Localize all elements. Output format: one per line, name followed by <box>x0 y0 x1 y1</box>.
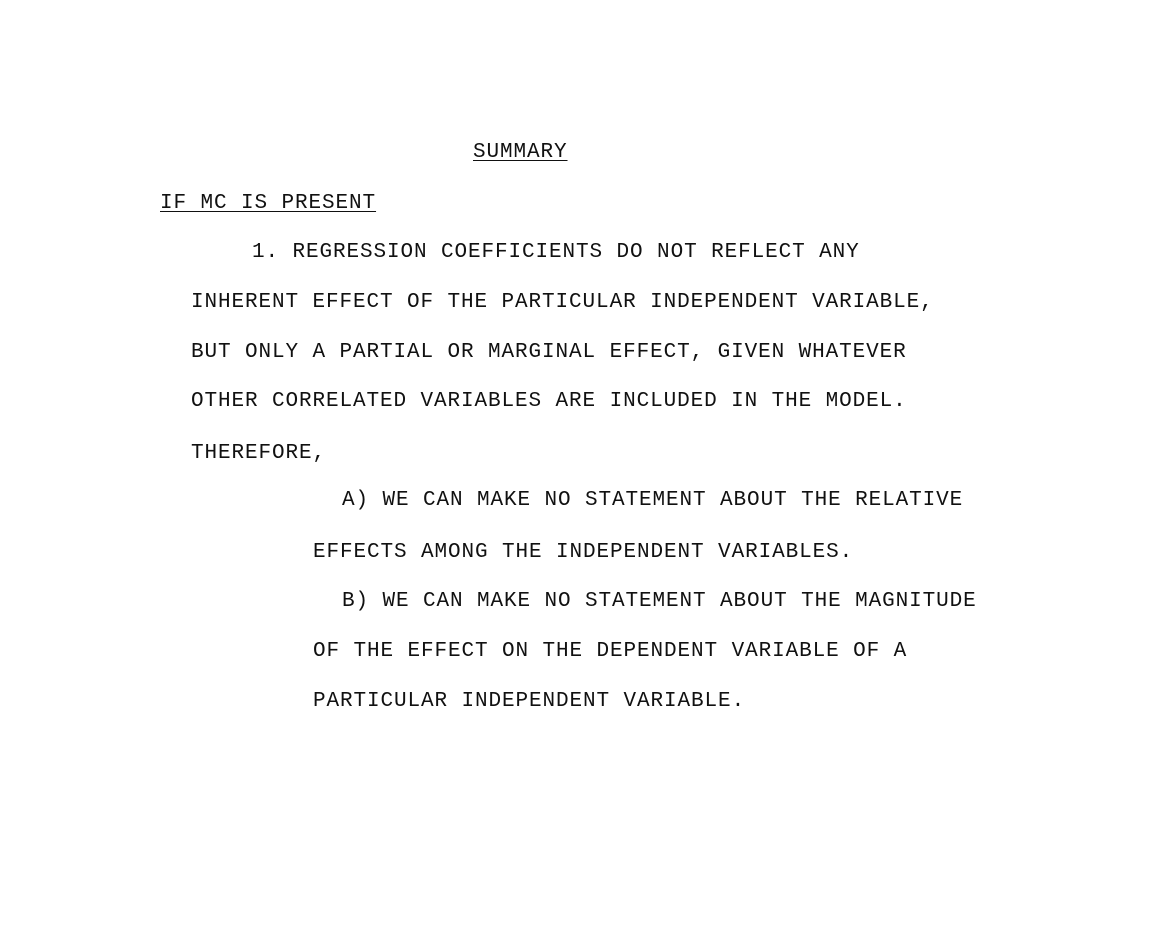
summary-heading: SUMMARY <box>473 141 568 164</box>
sub-b-line: OF THE EFFECT ON THE DEPENDENT VARIABLE OF A <box>313 640 908 663</box>
point1-line: THEREFORE, <box>191 442 327 465</box>
section-label: IF MC IS PRESENT <box>160 192 377 215</box>
sub-a-line: A) WE CAN MAKE NO STATEMENT ABOUT THE RELATIVE <box>342 489 964 512</box>
sub-b-line: PARTICULAR INDEPENDENT VARIABLE. <box>313 690 746 713</box>
point1-line: INHERENT EFFECT OF THE PARTICULAR INDEPENDENT VARIABLE, <box>191 291 934 314</box>
point1-line: BUT ONLY A PARTIAL OR MARGINAL EFFECT, GIVEN WHATEVER <box>191 341 907 364</box>
sub-b-line: B) WE CAN MAKE NO STATEMENT ABOUT THE MAGNITUDE <box>342 590 977 613</box>
sub-a-line: EFFECTS AMONG THE INDEPENDENT VARIABLES. <box>313 541 854 564</box>
point1-line: 1. REGRESSION COEFFICIENTS DO NOT REFLECT ANY <box>252 241 860 264</box>
point1-line: OTHER CORRELATED VARIABLES ARE INCLUDED IN THE MODEL. <box>191 390 907 413</box>
